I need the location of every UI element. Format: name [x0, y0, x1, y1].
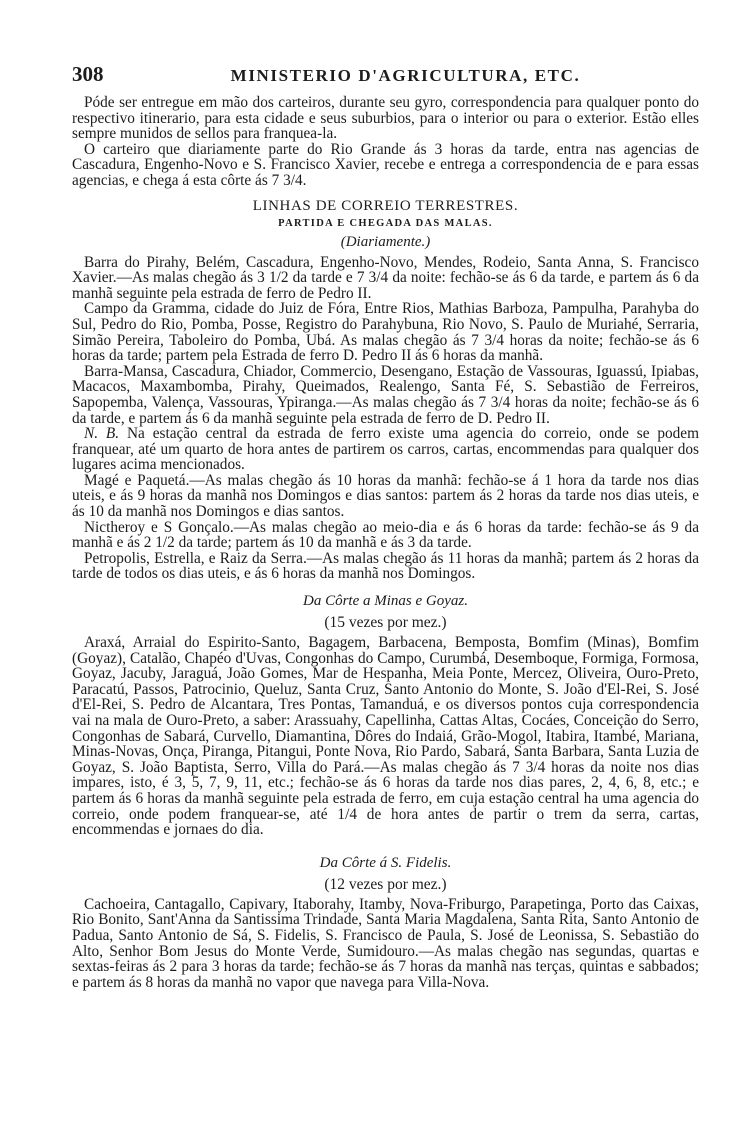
- nb-label: N. B.: [84, 425, 120, 443]
- fidelis-paragraph: Cachoeira, Cantagallo, Capivary, Itaborahy, Itamby, Nova-Friburgo, Parapetinga, Porto das Caixas, Rio Bonito, Sant'Anna da Santissima Trindade, Santa Maria Magdalena, Santa Rita, Santo Antonio de Padua, Santo Antonio de Sá, S. Fidelis, S. Francisco de Paula, S. José de Leonissa, S. Sebastião do Alto, Senhor Bom Jesus do Monte Verde, Sumidouro.—As malas chegão nas segundas, quartas e sextas-feiras ás 2 para 3 horas da tarde; fechão-se ás 7 horas da manhã nas terças, quintas e sabbados; e partem ás 8 horas da manhã no vapor que navega para Villa-Nova.: [72, 895, 699, 991]
- intro-paragraph-carteiros: Póde ser entregue em mão dos carteiros, durante seu gyro, correspondencia para qualquer ponto do respectivo itinerario, para esta cidade e seus suburbios, para o interior ou para o exterior. Estão elles sempre munidos de sellos para franquea-la.: [72, 94, 699, 143]
- daily-paragraph-barra-do-pirahy: Barra do Pirahy, Belém, Cascadura, Engenho-Novo, Mendes, Rodeio, Santa Anna, S. Francisco Xavier.—As malas chegão ás 3 1/2 da tarde e 7 3/4 da noite: fechão-se ás 6 da tarde, e partem ás 6 da manhã seguinte pela estrada de ferro de Pedro II.: [72, 253, 699, 302]
- minas-route-title: Da Côrte a Minas e Goyaz.: [303, 593, 468, 610]
- fidelis-frequency: (12 vezes por mez.): [324, 875, 447, 893]
- section-title: LINHAS DE CORREIO TERRESTRES.: [252, 197, 519, 214]
- daily-paragraph-nictheroy: Nictheroy e S Gonçalo.—As malas chegão ao meio-dia e ás 6 horas da tarde: fechão-se ás 9 da manhã e ás 2 1/2 da tarde; partem ás 10 da manhã e ás 3 da tarde.: [72, 518, 699, 552]
- daily-paragraph-barra-mansa: Barra-Mansa, Cascadura, Chiador, Commercio, Desengano, Estação de Vassouras, Iguassú, Ipiabas, Macacos, Maxambomba, Pirahy, Queimados, Realengo, Santa Fé, S. Sebastião de Ferreiros, Sapopemba, Valença, Vassouras, Ypiranga.—As malas chegão ás 7 3/4 horas da noite; fechão-se ás 6 da tarde, e partem ás 6 da manhã seguinte pela estrada de ferro de D. Pedro II.: [72, 362, 699, 427]
- running-head: MINISTERIO D'AGRICULTURA, ETC.: [230, 66, 581, 85]
- daily-paragraph-mage: Magé e Paquetá.—As malas chegão ás 10 horas da manhã: fechão-se á 1 hora da tarde nos dias uteis, e ás 9 horas da manhã nos Domingos e dias santos: partem ás 2 horas da tarde nos dias uteis, e ás 10 da manhã nos Domingos e dias santos.: [72, 471, 699, 521]
- daily-paragraph-petropolis: Petropolis, Estrella, e Raiz da Serra.—As malas chegão ás 11 horas da manhã; partem ás 2 horas da tarde de todos os dias uteis, e ás 6 horas da manhã nos Domingos.: [72, 549, 699, 583]
- fidelis-route-title: Da Côrte á S. Fidelis.: [319, 854, 452, 871]
- intro-paragraph-rio-grande: O carteiro que diariamente parte do Rio Grande ás 3 horas da tarde, entra nas agencias de Cascadura, Engenho-Novo e S. Francisco Xavier, recebe e entrega a correspondencia de e para essas agencias, e chega á esta côrte ás 7 3/4.: [72, 140, 699, 189]
- page-header: [72, 62, 699, 87]
- daily-paragraph-campo-da-gramma: Campo da Gramma, cidade do Juiz de Fóra, Entre Rios, Mathias Barboza, Pampulha, Parahyba do Sul, Pedro do Rio, Pomba, Posse, Registro do Parahybuna, Rio Novo, S. Paulo de Muriahé, Serraria, Simão Pereira, Taboleiro do Pomba, Ubá. As malas chegão ás 7 3/4 horas da noite; fechão-se ás 6 horas da tarde; partem pela Estrada de ferro D. Pedro II ás 6 horas da manhã.: [72, 300, 699, 365]
- section-subtitle: PARTIDA E CHEGADA DAS MALAS.: [278, 217, 493, 229]
- page-number: 308: [72, 62, 104, 86]
- minas-frequency: (15 vezes por mez.): [324, 614, 447, 632]
- daily-paragraph-nota-bene: [72, 426, 699, 473]
- minas-paragraph: Araxá, Arraial do Espirito-Santo, Bagagem, Barbacena, Bemposta, Bomfim (Minas), Bomfim (Goyaz), Catalão, Chapéo d'Uvas, Congonhas do Campo, Curumbá, Desemboque, Formiga, Formosa, Goyaz, Jacuby, Jaraguá, João Gomes, Mar de Hespanha, Meia Ponte, Mercez, Oliveira, Ouro-Preto, Paracatú, Passos, Patrocinio, Queluz, Santa Cruz, Santo Antonio do Monte, S. João d'El-Rei, S. José d'El-Rei, S. Pedro de Alcantara, Tres Pontas, Tamanduá, e os diversos pontos cuja correspondencia vai na mala de Ouro-Preto, a saber: Arassuahy, Capellinha, Cattas Altas, Cocáes, Conceição do Serro, Congonhas de Sabará, Curvello, Diamantina, Dôres do Indaiá, Grão-Mogol, Itabira, Itambé, Mariana, Minas-Novas, Onça, Piranga, Pitangui, Ponte Nova, Rio Pardo, Sabará, Santa Barbara, Santa Luzia de Goyaz, S. João Baptista, Serro, Villa do Pará.—As malas chegão ás 7 3/4 horas da noite nos dias impares, isto, é 3, 5, 7, 9, 11, etc.; fechão-se ás 6 horas da tarde nos dias pares, 2, 4, 6, 8, etc.; e partem ás 6 horas da manhã seguinte pela estrada de ferro, em cuja estação central ha uma agencia do correio, onde podem franquear-se, até 1/4 de hora antes de partir o trem da serra, cartas, encommendas e jornaes do dia.: [72, 634, 699, 839]
- nb-text: Na estação central da estrada de ferro existe uma agencia do correio, onde se podem franquear, até um quarto de hora antes de partirem os carros, cartas, encommendas para qualquer dos lugares acima mencionados.: [72, 425, 699, 474]
- daily-frequency: (Diariamente.): [340, 233, 431, 250]
